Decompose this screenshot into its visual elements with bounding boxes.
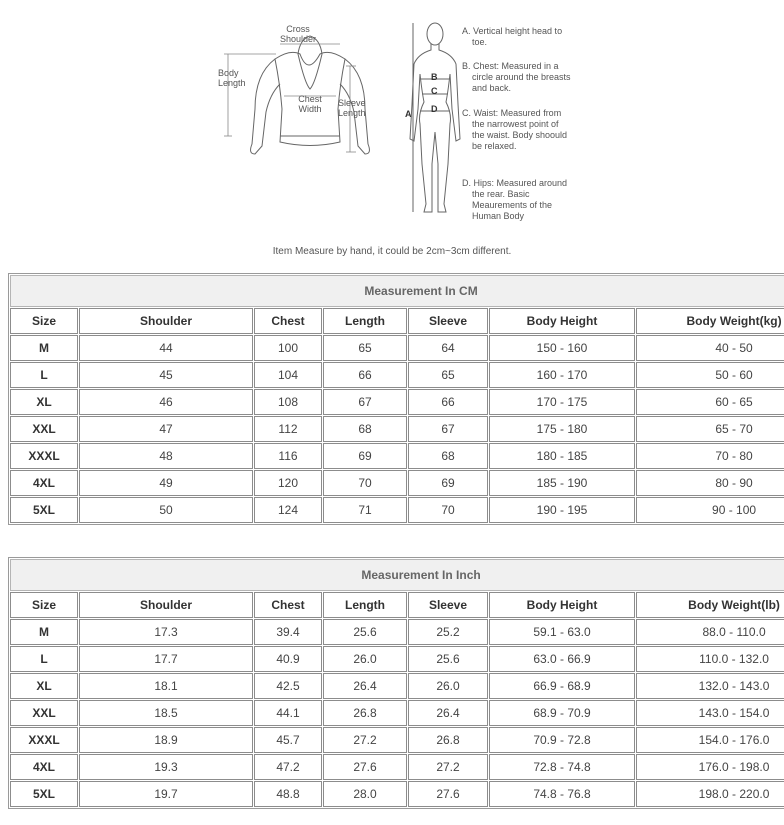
size-diagram — [200, 14, 590, 236]
table-row — [10, 781, 784, 807]
value-cell: 17.3 — [79, 619, 253, 645]
value-cell: 48.8 — [254, 781, 322, 807]
value-cell: 26.0 — [323, 646, 407, 672]
table-row — [10, 416, 784, 442]
value-cell: 66 — [408, 389, 488, 415]
size-cell: XXL — [10, 416, 78, 442]
value-cell: 190 - 195 — [489, 497, 635, 523]
value-cell: 59.1 - 63.0 — [489, 619, 635, 645]
value-cell: 65 — [323, 335, 407, 361]
value-cell: 25.2 — [408, 619, 488, 645]
value-cell: 100 — [254, 335, 322, 361]
header-cell: Sleeve — [408, 592, 488, 618]
value-cell: 112 — [254, 416, 322, 442]
note-d: D. Hips: Measured around the rear. Basic Meaurements of the Human Body — [462, 178, 568, 221]
value-cell: 70.9 - 72.8 — [489, 727, 635, 753]
size-cell: 4XL — [10, 754, 78, 780]
value-cell: 26.4 — [408, 700, 488, 726]
value-cell: 150 - 160 — [489, 335, 635, 361]
point-c-label: C — [431, 86, 438, 96]
value-cell: 65 — [408, 362, 488, 388]
header-cell: Chest — [254, 592, 322, 618]
value-cell: 47.2 — [254, 754, 322, 780]
sleeve-length-label: Sleeve Length — [338, 98, 366, 118]
size-cell: L — [10, 646, 78, 672]
value-cell: 198.0 - 220.0 — [636, 781, 784, 807]
value-cell: 44.1 — [254, 700, 322, 726]
point-a-label: A — [405, 109, 412, 119]
chest-width-label: Chest Width — [298, 94, 322, 114]
value-cell: 124 — [254, 497, 322, 523]
value-cell: 27.2 — [408, 754, 488, 780]
body-length-label: Body Length — [218, 68, 246, 88]
value-cell: 18.9 — [79, 727, 253, 753]
header-cell: Size — [10, 308, 78, 334]
header-cell: Length — [323, 592, 407, 618]
value-cell: 170 - 175 — [489, 389, 635, 415]
value-cell: 64 — [408, 335, 488, 361]
measure-caption: Item Measure by hand, it could be 2cm~3cm different. — [272, 246, 512, 257]
value-cell: 50 — [79, 497, 253, 523]
value-cell: 90 - 100 — [636, 497, 784, 523]
value-cell: 49 — [79, 470, 253, 496]
value-cell: 132.0 - 143.0 — [636, 673, 784, 699]
value-cell: 160 - 170 — [489, 362, 635, 388]
value-cell: 19.3 — [79, 754, 253, 780]
header-cell: Shoulder — [79, 308, 253, 334]
value-cell: 68.9 - 70.9 — [489, 700, 635, 726]
value-cell: 26.8 — [408, 727, 488, 753]
table-row — [10, 362, 784, 388]
value-cell: 66 — [323, 362, 407, 388]
value-cell: 67 — [323, 389, 407, 415]
size-cell: XXL — [10, 700, 78, 726]
value-cell: 74.8 - 76.8 — [489, 781, 635, 807]
value-cell: 176.0 - 198.0 — [636, 754, 784, 780]
table-row — [10, 673, 784, 699]
value-cell: 26.4 — [323, 673, 407, 699]
value-cell: 17.7 — [79, 646, 253, 672]
value-cell: 26.8 — [323, 700, 407, 726]
value-cell: 27.6 — [408, 781, 488, 807]
header-cell: Shoulder — [79, 592, 253, 618]
value-cell: 45.7 — [254, 727, 322, 753]
value-cell: 63.0 - 66.9 — [489, 646, 635, 672]
value-cell: 80 - 90 — [636, 470, 784, 496]
size-cell: 5XL — [10, 497, 78, 523]
value-cell: 70 — [323, 470, 407, 496]
value-cell: 104 — [254, 362, 322, 388]
value-cell: 18.1 — [79, 673, 253, 699]
value-cell: 116 — [254, 443, 322, 469]
value-cell: 69 — [323, 443, 407, 469]
value-cell: 68 — [323, 416, 407, 442]
table-row — [10, 754, 784, 780]
value-cell: 70 — [408, 497, 488, 523]
cm-table-title: Measurement In CM — [10, 275, 784, 307]
value-cell: 42.5 — [254, 673, 322, 699]
size-cell: XXXL — [10, 727, 78, 753]
size-cell: M — [10, 619, 78, 645]
size-cell: XL — [10, 389, 78, 415]
value-cell: 44 — [79, 335, 253, 361]
value-cell: 50 - 60 — [636, 362, 784, 388]
table-row — [10, 646, 784, 672]
value-cell: 28.0 — [323, 781, 407, 807]
size-cell: XL — [10, 673, 78, 699]
size-cell: L — [10, 362, 78, 388]
value-cell: 180 - 185 — [489, 443, 635, 469]
header-cell: Chest — [254, 308, 322, 334]
value-cell: 27.6 — [323, 754, 407, 780]
table-row — [10, 619, 784, 645]
cm-header-row — [10, 308, 784, 334]
value-cell: 25.6 — [408, 646, 488, 672]
value-cell: 25.6 — [323, 619, 407, 645]
size-cell: 4XL — [10, 470, 78, 496]
cm-size-table — [8, 273, 784, 525]
value-cell: 143.0 - 154.0 — [636, 700, 784, 726]
table-row — [10, 727, 784, 753]
value-cell: 70 - 80 — [636, 443, 784, 469]
inch-header-row — [10, 592, 784, 618]
header-cell: Sleeve — [408, 308, 488, 334]
header-cell: Body Height — [489, 308, 635, 334]
table-row — [10, 335, 784, 361]
value-cell: 19.7 — [79, 781, 253, 807]
value-cell: 27.2 — [323, 727, 407, 753]
value-cell: 66.9 - 68.9 — [489, 673, 635, 699]
value-cell: 18.5 — [79, 700, 253, 726]
table-row — [10, 389, 784, 415]
value-cell: 120 — [254, 470, 322, 496]
value-cell: 71 — [323, 497, 407, 523]
value-cell: 48 — [79, 443, 253, 469]
header-cell: Size — [10, 592, 78, 618]
point-b-label: B — [431, 72, 438, 82]
value-cell: 45 — [79, 362, 253, 388]
value-cell: 108 — [254, 389, 322, 415]
header-cell: Body Weight(lb) — [636, 592, 784, 618]
cross-shoulder-label: Cross Shoulder — [279, 24, 317, 44]
value-cell: 60 - 65 — [636, 389, 784, 415]
inch-table-title: Measurement In Inch — [10, 559, 784, 591]
value-cell: 39.4 — [254, 619, 322, 645]
inch-size-table — [8, 557, 784, 809]
value-cell: 46 — [79, 389, 253, 415]
value-cell: 67 — [408, 416, 488, 442]
value-cell: 47 — [79, 416, 253, 442]
value-cell: 26.0 — [408, 673, 488, 699]
table-row — [10, 470, 784, 496]
header-cell: Length — [323, 308, 407, 334]
value-cell: 40.9 — [254, 646, 322, 672]
size-cell: M — [10, 335, 78, 361]
table-row — [10, 497, 784, 523]
value-cell: 110.0 - 132.0 — [636, 646, 784, 672]
table-row — [10, 700, 784, 726]
value-cell: 65 - 70 — [636, 416, 784, 442]
note-b: B. Chest: Measured in a circle around the breasts and back. — [462, 61, 571, 93]
value-cell: 69 — [408, 470, 488, 496]
note-a: A. Vertical height head to toe. — [462, 26, 563, 47]
size-cell: XXXL — [10, 443, 78, 469]
table-row — [10, 443, 784, 469]
value-cell: 185 - 190 — [489, 470, 635, 496]
size-cell: 5XL — [10, 781, 78, 807]
value-cell: 88.0 - 110.0 — [636, 619, 784, 645]
value-cell: 68 — [408, 443, 488, 469]
note-c: C. Waist: Measured from the narrowest point of the waist. Body shoould be relaxed. — [462, 108, 568, 151]
header-cell: Body Weight(kg) — [636, 308, 784, 334]
header-cell: Body Height — [489, 592, 635, 618]
value-cell: 40 - 50 — [636, 335, 784, 361]
point-d-label: D — [431, 104, 438, 114]
value-cell: 72.8 - 74.8 — [489, 754, 635, 780]
value-cell: 154.0 - 176.0 — [636, 727, 784, 753]
value-cell: 175 - 180 — [489, 416, 635, 442]
